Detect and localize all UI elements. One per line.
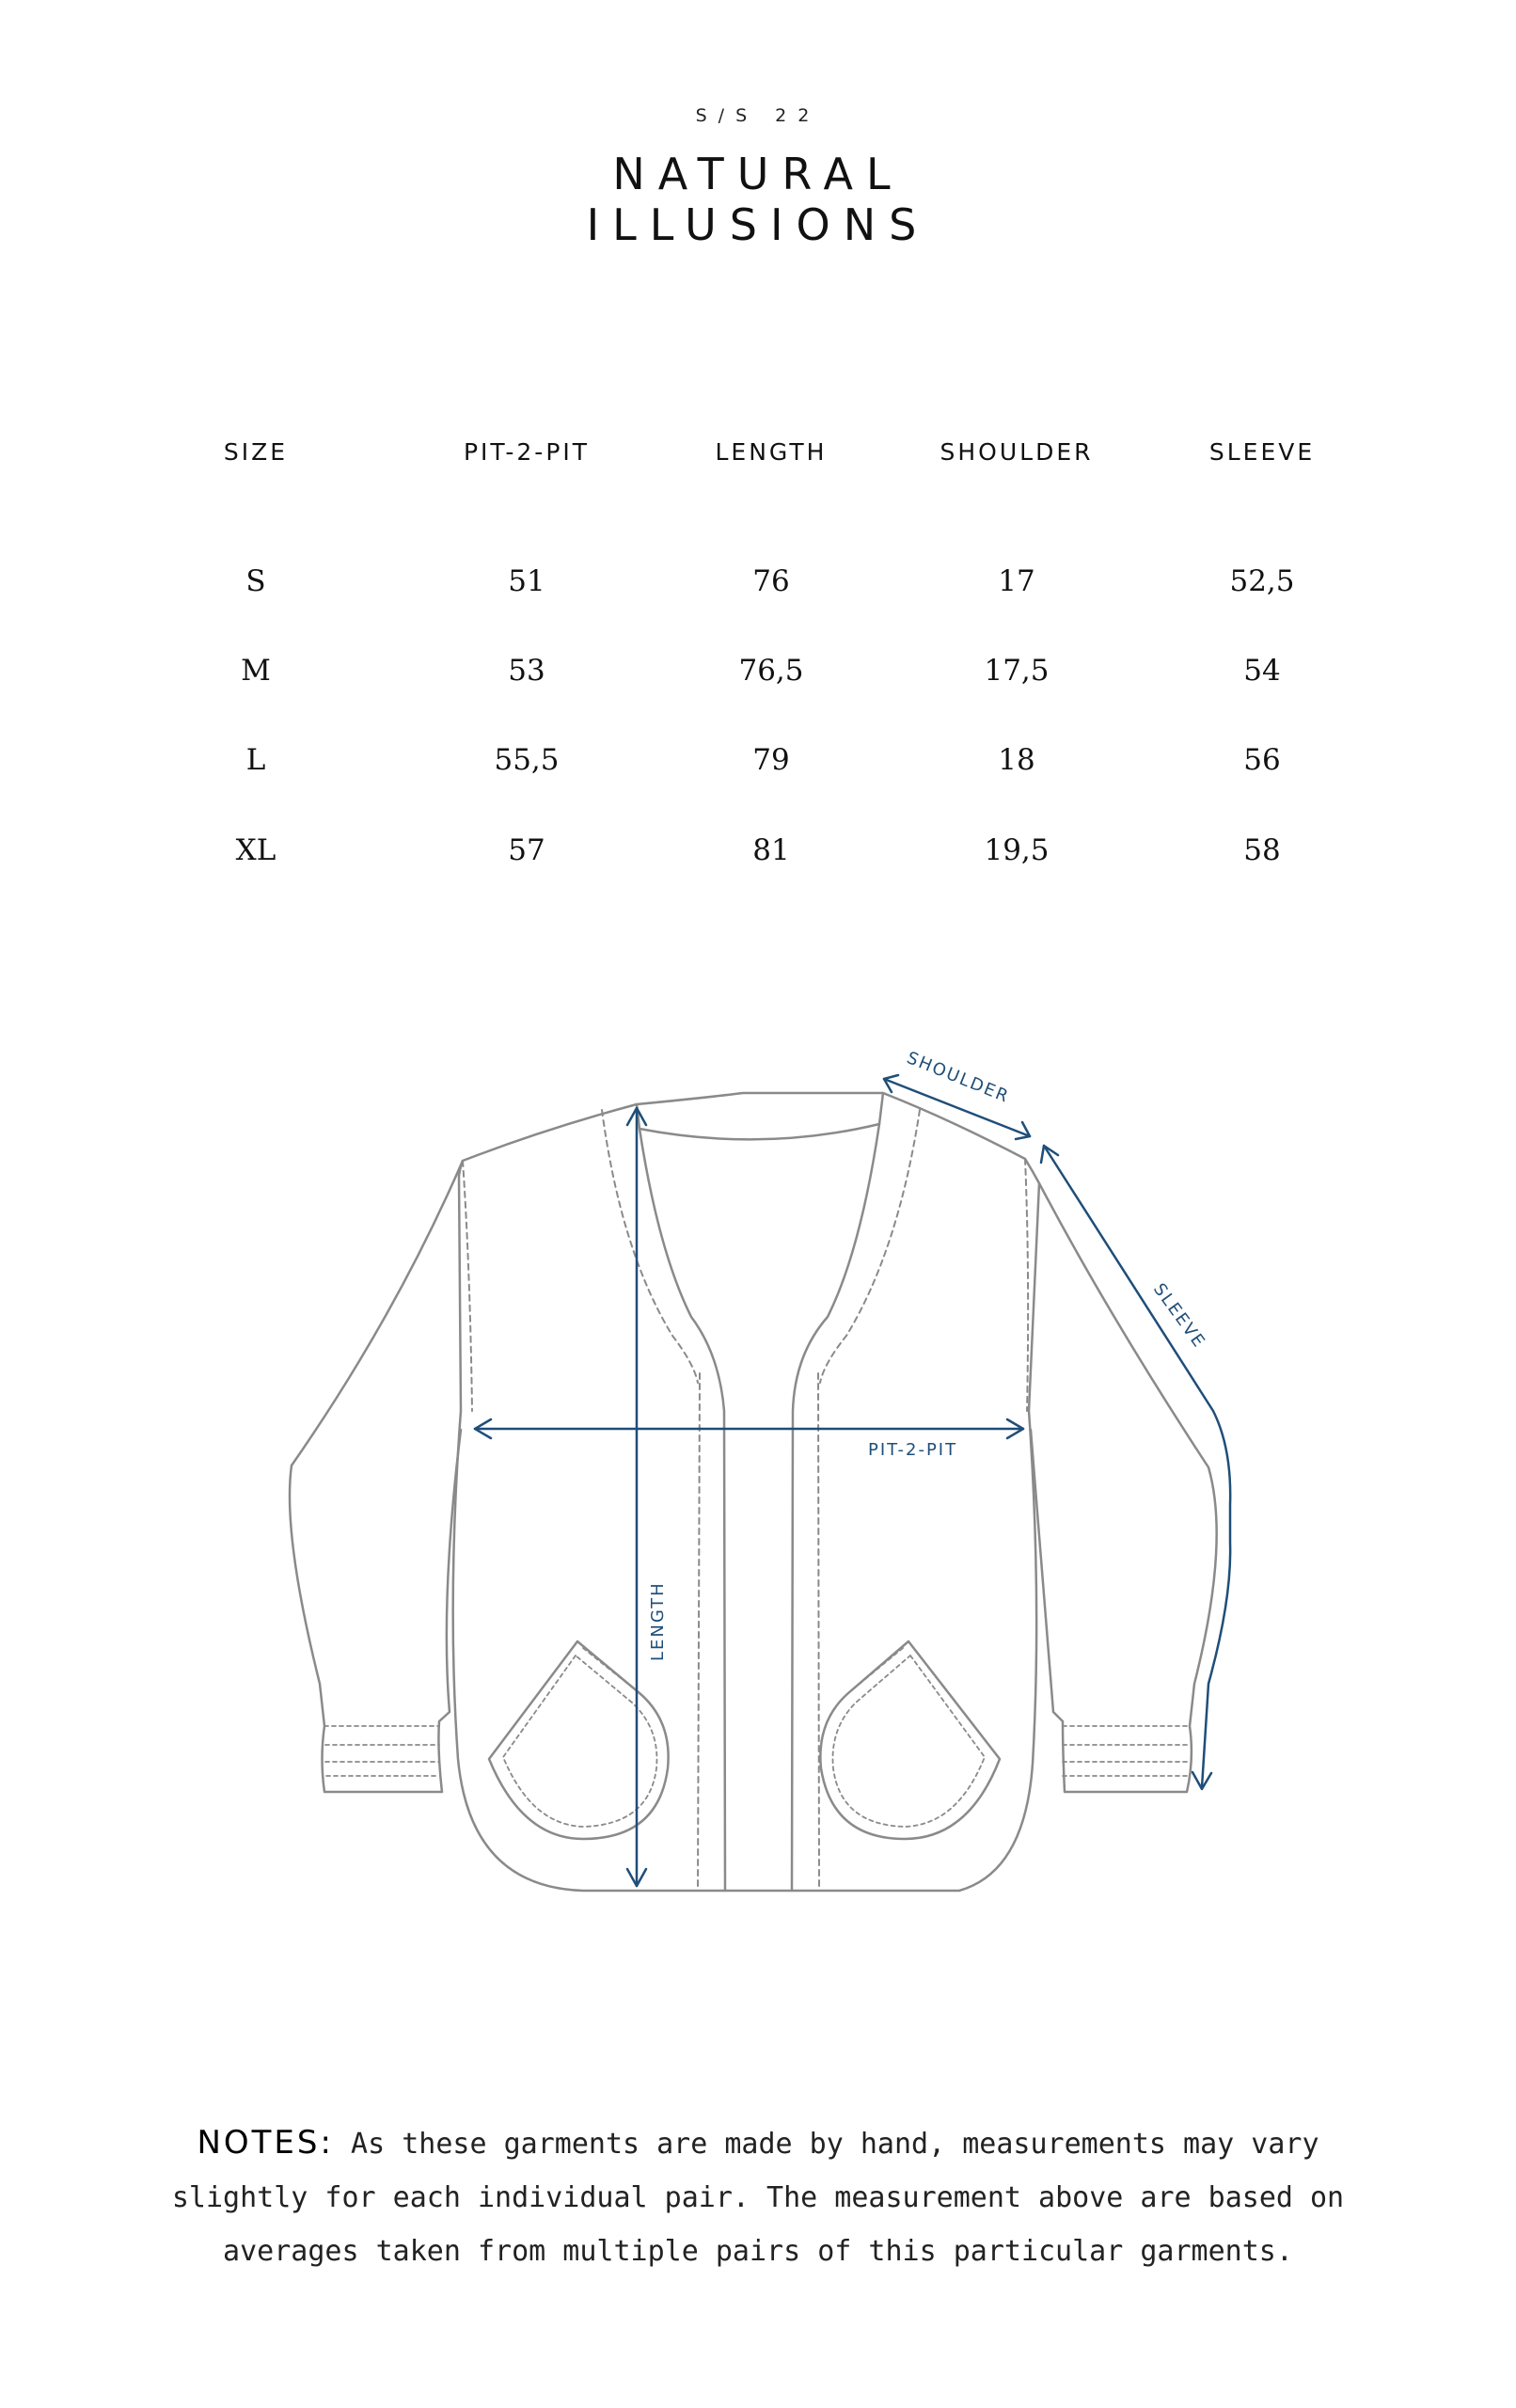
sleeve-label: SLEEVE [1148,1279,1209,1353]
notes-paragraph [141,2116,1375,2278]
column-header-size: SIZE [223,438,289,466]
cell-size: M [241,654,271,688]
right-pocket-stitch [833,1656,986,1827]
cell-sleeve: 58 [1243,833,1281,867]
left-pocket [489,1641,669,1839]
season-label: S/S 22 [695,105,821,126]
cell-shoulder: 17,5 [984,654,1050,688]
cell-shoulder: 17 [998,564,1035,598]
cell-pit-2-pit: 51 [508,564,545,598]
cell-size: XL [235,833,276,867]
cell-shoulder: 19,5 [984,833,1050,867]
right-placket-inner [818,1373,819,1891]
column-header-sleeve: SLEEVE [1208,438,1316,466]
length-label: LENGTH [648,1581,668,1661]
left-armhole-seam [463,1161,472,1411]
cell-size: S [245,564,266,598]
cell-pit-2-pit: 55,5 [494,743,560,777]
cell-length: 76,5 [738,654,804,688]
cell-pit-2-pit: 57 [508,833,545,867]
column-header-length: LENGTH [715,438,828,466]
column-header-shoulder: SHOULDER [940,438,1094,466]
right-neck-seam [820,1110,920,1383]
cell-length: 76 [752,564,790,598]
title-line-1: NATURAL [612,149,904,199]
title-line-2: ILLUSIONS [586,199,930,250]
cell-pit-2-pit: 53 [508,654,545,688]
right-sleeve-outline [1031,1183,1217,1792]
left-pocket-stitch [503,1656,656,1827]
cell-length: 81 [752,833,790,867]
cell-sleeve: 54 [1243,654,1281,688]
left-placket [640,1129,725,1891]
pit-2-pit-label: PIT-2-PIT [868,1440,958,1460]
column-header-pit-2-pit: PIT-2-PIT [463,438,591,466]
right-placket [792,1124,879,1891]
left-sleeve-outline [290,1161,463,1792]
notes-text: As these garments are made by hand, measurements may vary slightly for each individual pair. The measurement above are based on averages taken from multiple pairs of this particular garments. [171,2128,1345,2268]
right-armhole-seam [1025,1159,1028,1411]
left-placket-inner [698,1373,700,1891]
cell-shoulder: 18 [998,743,1035,777]
cell-sleeve: 56 [1243,743,1281,777]
shoulder-label: SHOULDER [904,1048,1013,1108]
jacket-body-outline [453,1093,1039,1891]
cell-size: L [245,743,266,777]
cell-length: 79 [752,743,790,777]
notes-label: NOTES: [197,2124,334,2162]
left-neck-seam [602,1110,698,1383]
cell-sleeve: 52,5 [1229,564,1295,598]
